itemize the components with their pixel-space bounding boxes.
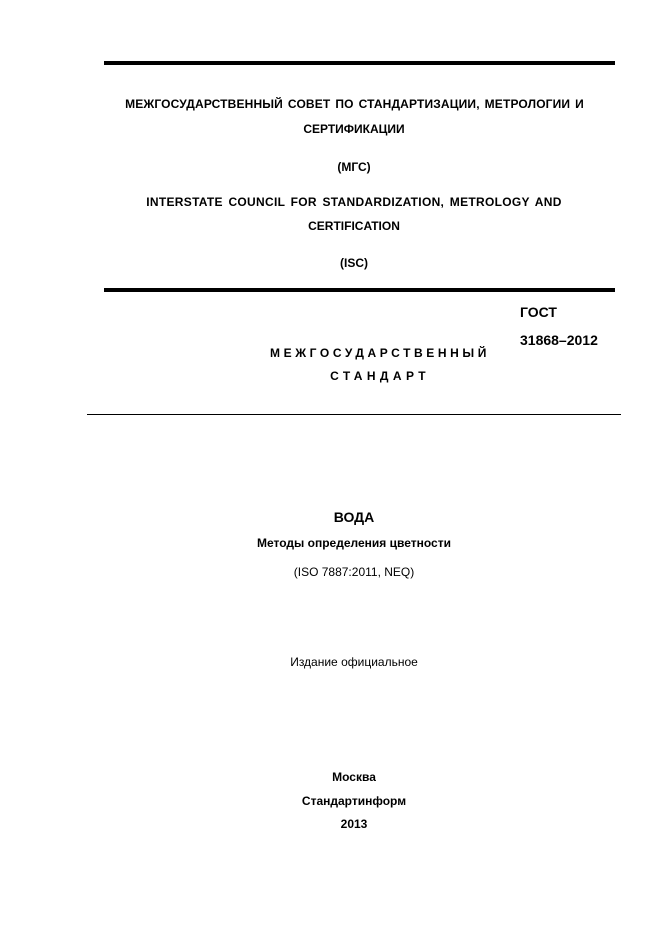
council-name-ru-line2: СЕРТИФИКАЦИИ xyxy=(303,122,405,136)
gost-number: 31868–2012 xyxy=(520,332,598,348)
imprint-city: Москва xyxy=(332,770,376,784)
top-rule xyxy=(104,61,615,65)
council-name-ru-line1: МЕЖГОСУДАРСТВЕННЫЙ СОВЕТ ПО СТАНДАРТИЗАЦИИ, МЕТРОЛОГИИ И xyxy=(125,97,584,111)
council-name-en-line2: CERTIFICATION xyxy=(308,219,400,233)
imprint-year: 2013 xyxy=(340,817,368,831)
edition-note: Издание официальное xyxy=(290,655,418,669)
council-abbr-ru: (МГС) xyxy=(337,160,371,174)
standard-word: СТАНДАРТ xyxy=(330,369,430,383)
document-title: ВОДА xyxy=(333,509,375,525)
header-bottom-rule xyxy=(104,288,615,292)
council-name-en-line1: INTERSTATE COUNCIL FOR STANDARDIZATION, METROLOGY AND xyxy=(146,195,562,209)
document-subtitle: Методы определения цветности xyxy=(257,536,451,550)
standard-type: МЕЖГОСУДАРСТВЕННЫЙ xyxy=(270,346,490,360)
iso-reference: (ISO 7887:2011, NEQ) xyxy=(293,565,415,579)
designation-rule xyxy=(87,414,621,415)
gost-label: ГОСТ xyxy=(520,304,557,320)
imprint-publisher: Стандартинформ xyxy=(301,794,407,808)
council-abbr-en: (ISC) xyxy=(340,256,368,270)
